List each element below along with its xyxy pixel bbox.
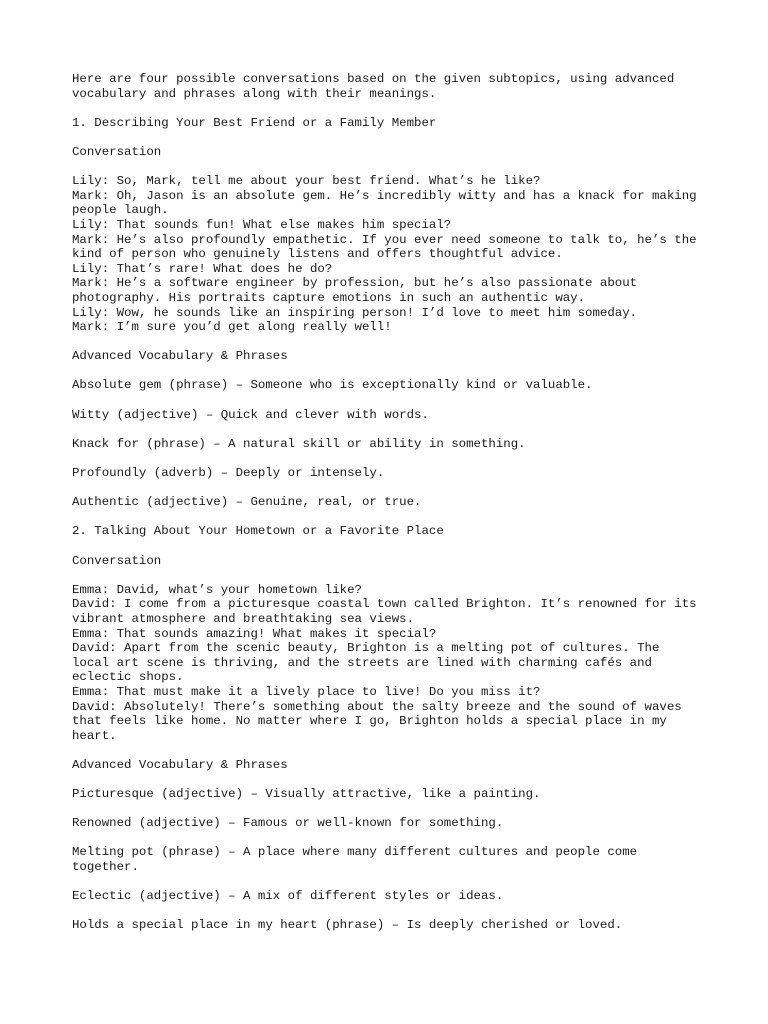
dialogue-line: Mark: Oh, Jason is an absolute gem. He’s incredibly witty and has a knack for making people laugh. (72, 188, 705, 218)
dialogue-line: Mark: I’m sure you’d get along really well! (72, 320, 392, 335)
conversation-label: Conversation (72, 553, 162, 568)
vocab-item: Knack for (phrase) – A natural skill or ability in something. (72, 436, 526, 451)
dialogue-block (72, 582, 705, 744)
vocab-item: Renowned (adjective) – Famous or well-known for something. (72, 816, 504, 831)
intro-paragraph: Here are four possible conversations based on the given subtopics, using advanced vocabulary and phrases along with their meanings. (72, 72, 682, 101)
dialogue-line: Lily: Wow, he sounds like an inspiring person! I’d love to meet him someday. (72, 305, 638, 320)
vocab-item: Melting pot (phrase) – A place where many different cultures and people come together. (72, 845, 638, 875)
section-heading: 2. Talking About Your Hometown or a Favorite Place (72, 524, 444, 539)
vocab-item: Eclectic (adjective) – A mix of different styles or ideas. (72, 889, 504, 904)
conversation-label: Conversation (72, 144, 162, 159)
vocab-item: Witty (adjective) – Quick and clever with words. (72, 407, 429, 422)
dialogue-line: David: Apart from the scenic beauty, Brighton is a melting pot of cultures. The local art scene is thriving, and the streets are lined with charming cafés and eclectic shops. (72, 641, 667, 685)
vocab-item: Picturesque (adjective) – Visually attractive, like a painting. (72, 787, 541, 802)
dialogue-line: David: I come from a picturesque coastal town called Brighton. It’s renowned for its vibrant atmosphere and breathtaking sea views. (72, 597, 705, 626)
dialogue-line: Mark: He’s a software engineer by profession, but he’s also passionate about photography. His portraits capture emotions in such an authentic way. (72, 276, 645, 305)
dialogue-line: Lily: That’s rare! What does he do? (72, 261, 333, 276)
vocab-label: Advanced Vocabulary & Phrases (72, 757, 288, 772)
document-page (72, 72, 705, 948)
dialogue-line: David: Absolutely! There’s something about the salty breeze and the sound of waves that feels like home. No matter where I go, Brighton holds a special place in my heart. (72, 699, 690, 743)
dialogue-line: Lily: So, Mark, tell me about your best friend. What’s he like? (72, 174, 541, 189)
vocab-item: Holds a special place in my heart (phrase) – Is deeply cherished or loved. (72, 918, 623, 933)
dialogue-block (72, 174, 705, 335)
dialogue-line: Emma: That sounds amazing! What makes it special? (72, 626, 437, 641)
vocab-label: Advanced Vocabulary & Phrases (72, 349, 288, 364)
dialogue-line: Mark: He’s also profoundly empathetic. If you ever need someone to talk to, he’s the kind of person who genuinely listens and offers thoughtful advice. (72, 232, 705, 262)
dialogue-line: Emma: David, what’s your hometown like? (72, 582, 362, 597)
dialogue-line: Emma: That must make it a lively place to live! Do you miss it? (72, 684, 541, 699)
vocab-item: Absolute gem (phrase) – Someone who is exceptionally kind or valuable. (72, 378, 593, 393)
section-heading: 1. Describing Your Best Friend or a Family Member (72, 115, 437, 130)
vocab-item: Profoundly (adverb) – Deeply or intensely. (72, 466, 385, 481)
vocab-item: Authentic (adjective) – Genuine, real, or true. (72, 495, 422, 510)
dialogue-line: Lily: That sounds fun! What else makes him special? (72, 217, 452, 232)
